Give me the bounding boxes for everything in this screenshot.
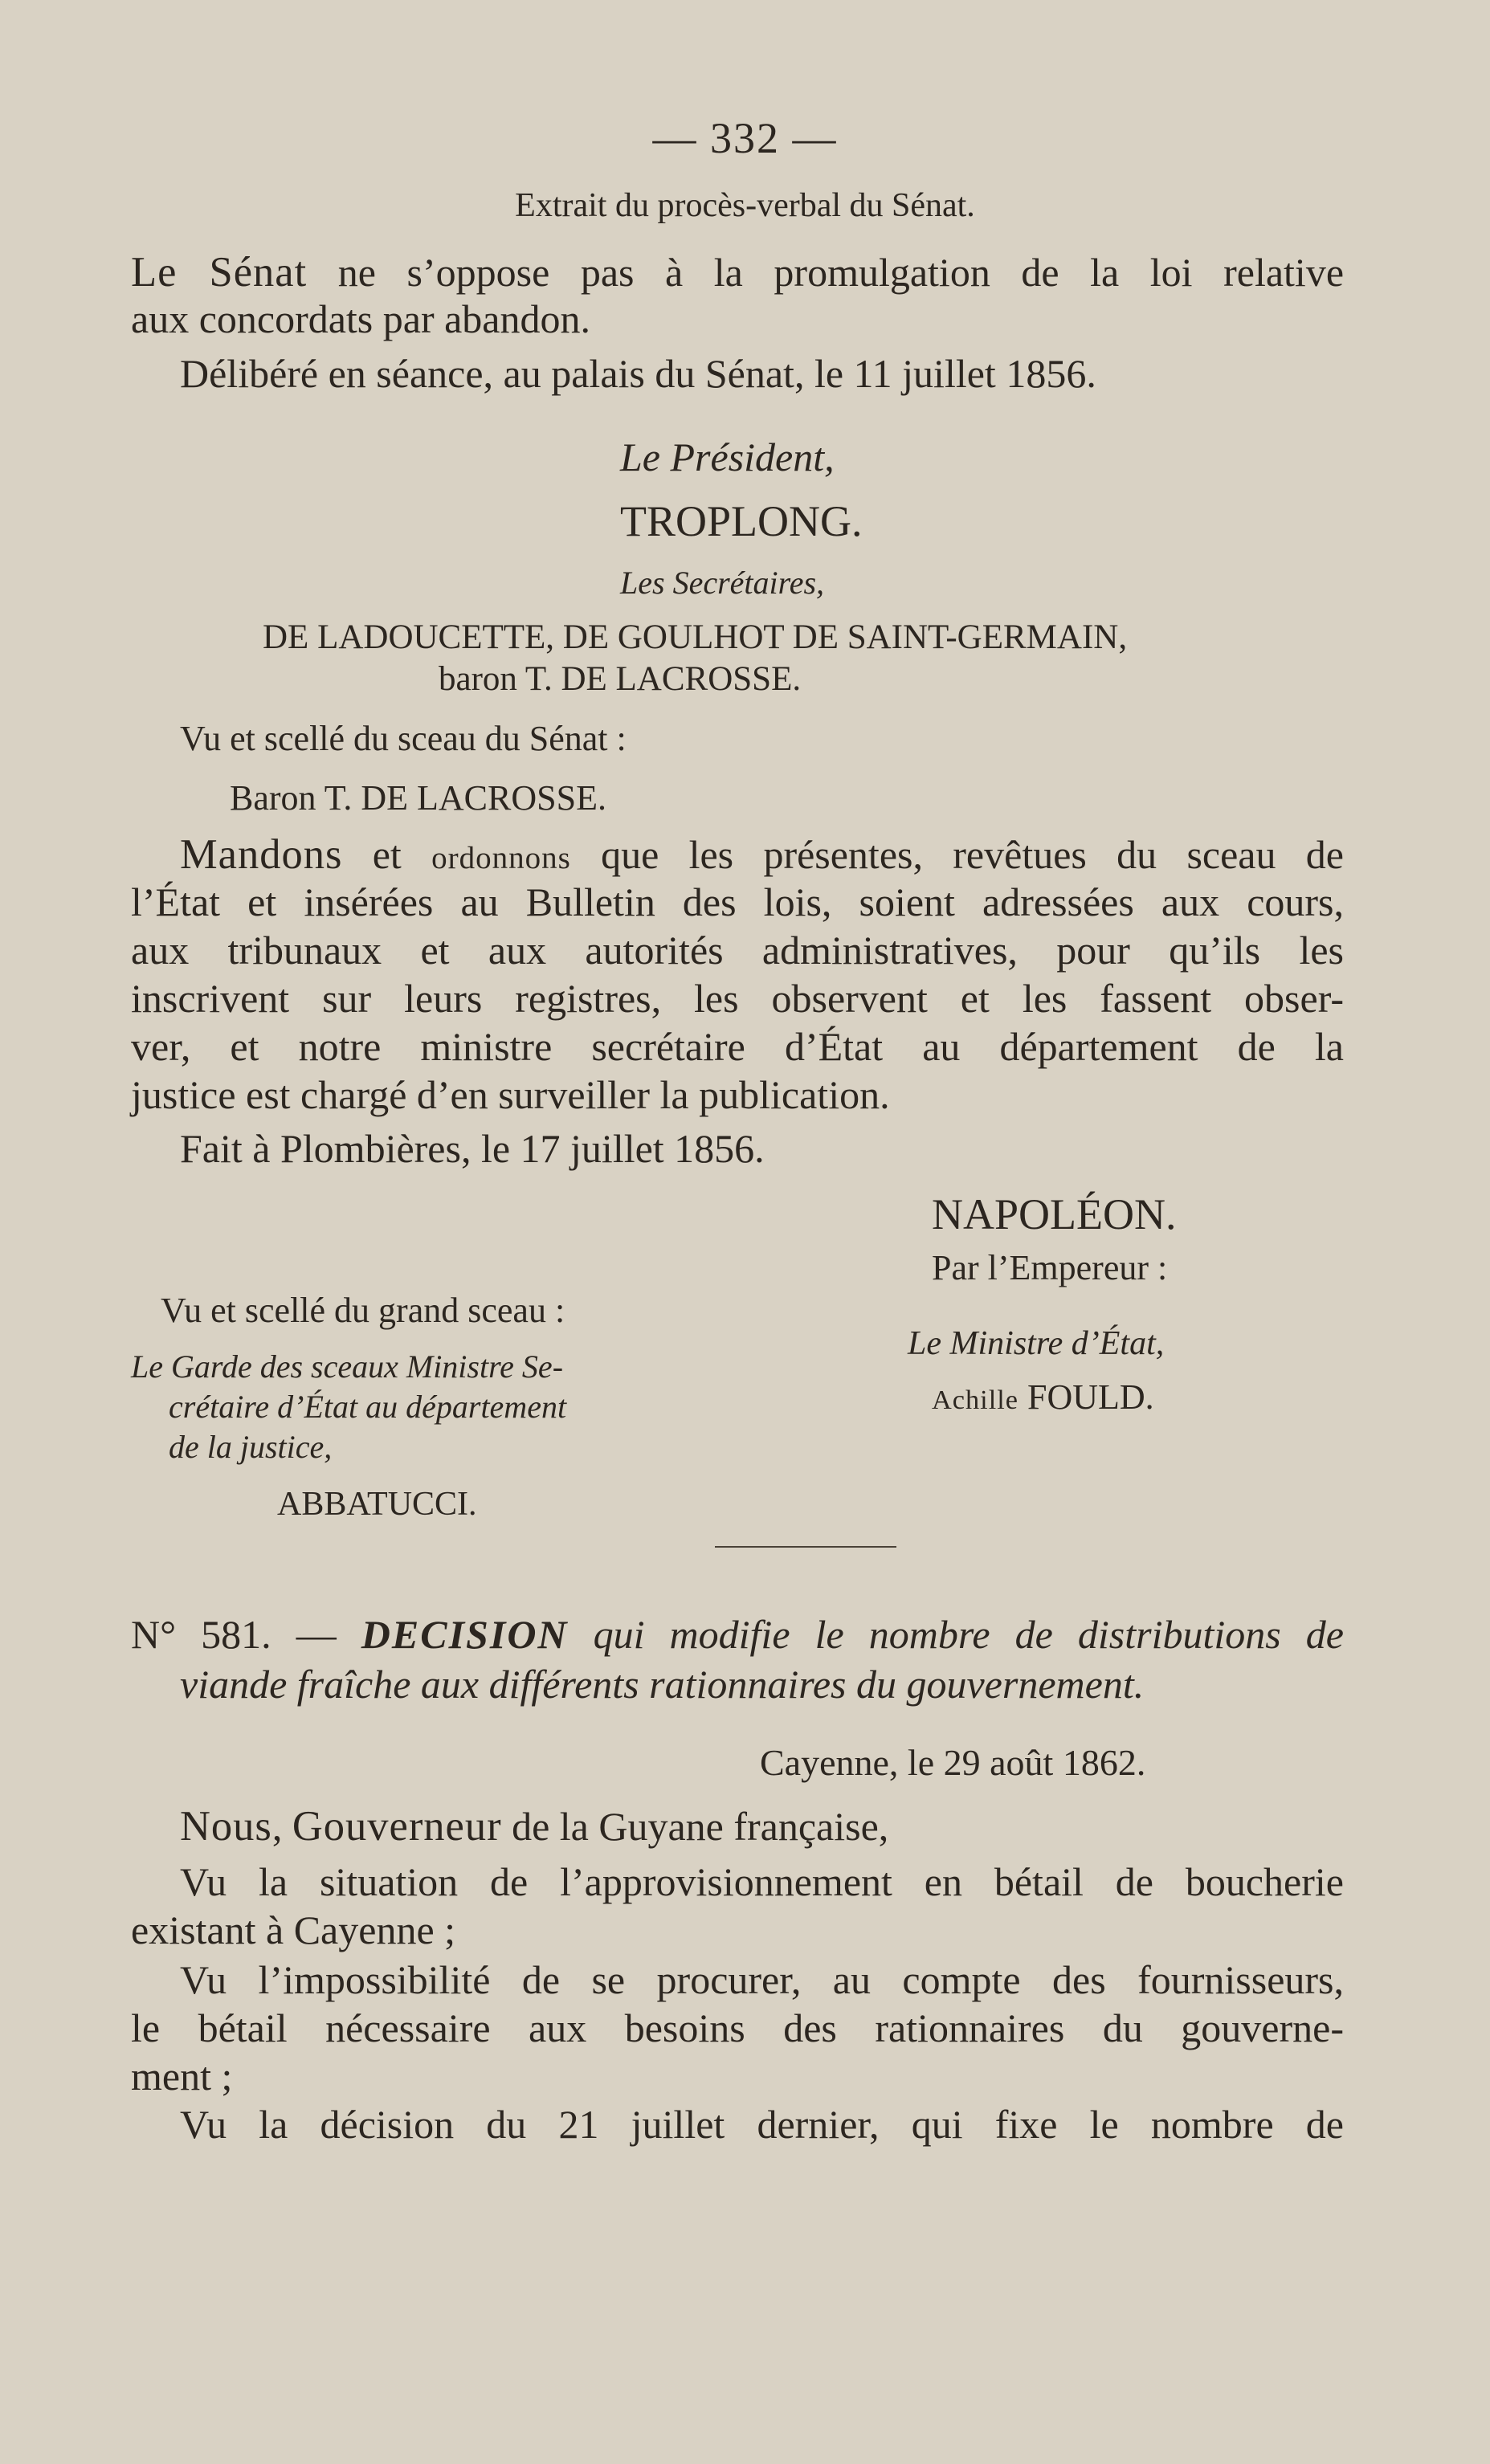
mandons-line-4: inscrivent sur leurs registres, les observent et les fassent obser-	[131, 976, 1344, 1021]
napoleon-signature: NAPOLÉON.	[932, 1190, 1177, 1238]
place-date: Cayenne, le 29 août 1862.	[760, 1742, 1146, 1783]
mandons-line-5: ver, et notre ministre secrétaire d’État au département de la	[131, 1024, 1344, 1069]
mandons-line-2: l’État et insérées au Bulletin des lois, soient adressées aux cours,	[131, 879, 1344, 924]
senat-paragraph-line-1: Le Sénat ne s’oppose pas à la promulgation de la loi relative	[131, 249, 1345, 296]
achille-fould-signature: Achille FOULD.	[932, 1377, 1154, 1417]
page-number: — 332 —	[652, 114, 838, 162]
vu2-line-2: le bétail nécessaire aux besoins des rationnaires du gouverne-	[131, 2005, 1344, 2050]
ordonnons-smallcaps: ordonnons	[431, 841, 571, 875]
senat-paragraph-line-2: aux concordats par abandon.	[131, 296, 590, 341]
grand-sceau-line: Vu et scellé du grand sceau :	[161, 1291, 565, 1330]
garde-sceaux-line-2: crétaire d’État au département	[169, 1389, 567, 1425]
president-name: TROPLONG.	[620, 497, 863, 545]
decision-heading-line-2: viande fraîche aux différents rationnaires du gouvernement.	[180, 1662, 1145, 1707]
senat-seal-line: Vu et scellé du sceau du Sénat :	[180, 719, 627, 758]
mandons-line-1: Mandons et ordonnons que les présentes, revêtues du sceau de	[180, 831, 1344, 878]
fait-date-line: Fait à Plombières, le 17 juillet 1856.	[180, 1126, 765, 1171]
senat-seal-signer: Baron T. DE LACROSSE.	[230, 778, 606, 818]
vu1-line-2: existant à Cayenne ;	[131, 1907, 456, 1952]
mandons-smallcaps: Mandons	[180, 831, 343, 878]
vu2-line-1: Vu l’impossibilité de se procurer, au compte des fournisseurs,	[180, 1957, 1344, 2002]
abbatucci-signature: ABBATUCCI.	[277, 1486, 477, 1523]
senat-deliberation-line: Délibéré en séance, au palais du Sénat, le 11 juillet 1856.	[180, 351, 1096, 396]
decision-heading-line-1: N° 581. — DECISION qui modifie le nombre de distributions de	[131, 1612, 1344, 1657]
vu3-line-1: Vu la décision du 21 juillet dernier, qui fixe le nombre de	[180, 2102, 1344, 2147]
ministre-etat-title: Le Ministre d’État,	[908, 1325, 1165, 1362]
secretaires-names-line-2: baron T. DE LACROSSE.	[439, 660, 802, 698]
garde-sceaux-line-3: de la justice,	[169, 1429, 333, 1465]
mandons-line-6: justice est chargé d’en surveiller la publication.	[131, 1072, 890, 1117]
secretaires-title: Les Secrétaires,	[620, 565, 825, 601]
vu1-line-1: Vu la situation de l’approvisionnement en bétail de boucherie	[180, 1859, 1344, 1904]
section-divider	[715, 1546, 896, 1548]
secretaires-names-line-1: DE LADOUCETTE, DE GOULHOT DE SAINT-GERMAIN,	[263, 618, 1128, 656]
mandons-line-3: aux tribunaux et aux autorités administratives, pour qu’ils les	[131, 928, 1344, 973]
senat-smallcaps: Le Sénat	[131, 249, 308, 296]
nous-gouverneur-line: Nous, Gouverneur de la Guyane française,	[180, 1803, 889, 1850]
president-title: Le Président,	[620, 434, 835, 479]
extract-heading: Extrait du procès-verbal du Sénat.	[515, 187, 975, 224]
decision-word: DECISION	[361, 1612, 569, 1657]
par-empereur: Par l’Empereur :	[932, 1248, 1168, 1287]
garde-sceaux-line-1: Le Garde des sceaux Ministre Se-	[131, 1348, 564, 1385]
vu2-line-3: ment ;	[131, 2054, 233, 2099]
